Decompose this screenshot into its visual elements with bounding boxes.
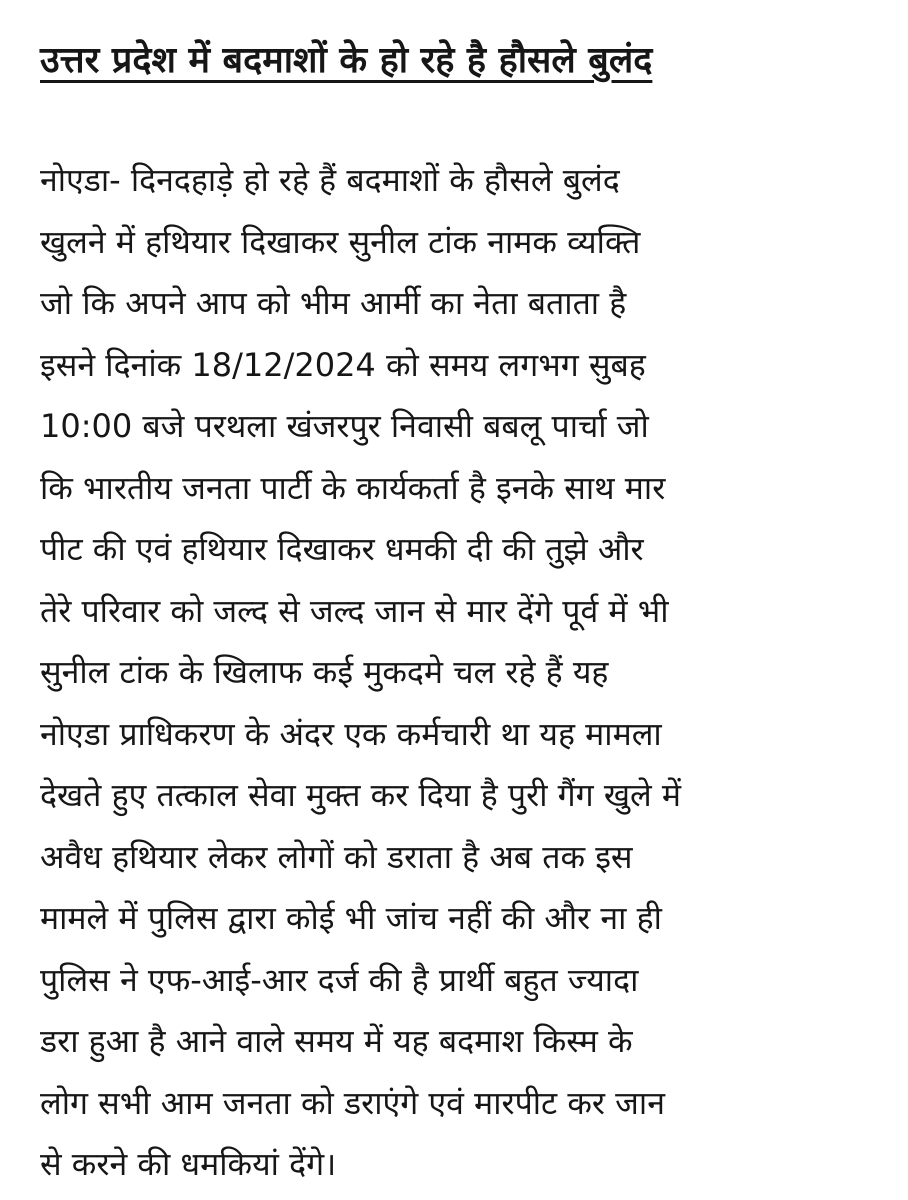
body-line: से करने की धमकियां देंगे।: [40, 1145, 337, 1183]
body-line: डरा हुआ है आने वाले समय में यह बदमाश किस्म के: [40, 1022, 633, 1060]
body-line: कि भारतीय जनता पार्टी के कार्यकर्ता है इनके साथ मार: [40, 468, 666, 507]
article-body: [40, 150, 880, 1196]
body-line: इसने दिनांक 18/12/2024 को समय लगभग सुबह: [40, 345, 646, 384]
body-line: तेरे परिवार को जल्द से जल्द जान से मार देंगे पूर्व में भी: [40, 591, 669, 630]
body-line: पीट की एवं हथियार दिखाकर धमकी दी की तुझे और: [40, 530, 644, 568]
body-line: लोग सभी आम जनता को डराएंगे एवं मारपीट कर जान: [40, 1083, 665, 1122]
body-line: 10:00 बजे परथला खंजरपुर निवासी बबलू पार्चा जो: [40, 407, 649, 445]
body-line: पुलिस ने एफ-आई-आर दर्ज की है प्रार्थी बहुत ज्यादा: [40, 960, 639, 999]
body-line: देखते हुए तत्काल सेवा मुक्त कर दिया है पुरी गैंग खुले में: [40, 776, 682, 814]
body-line: अवैध हथियार लेकर लोगों को डराता है अब तक इस: [40, 837, 633, 876]
body-line: जो कि अपने आप को भीम आर्मी का नेता बताता है: [40, 284, 627, 322]
body-line: सुनील टांक के खिलाफ कई मुकदमे चल रहे हैं यह: [40, 653, 609, 691]
body-line: खुलने में हथियार दिखाकर सुनील टांक नामक व्यक्ति: [40, 222, 641, 261]
headline: उत्तर प्रदेश में बदमाशों के हो रहे है हौसले बुलंद: [40, 40, 653, 81]
body-line: मामले में पुलिस द्वारा कोई भी जांच नहीं की और ना ही: [40, 899, 662, 937]
body-line: नोएडा- दिनदहाड़े हो रहे हैं बदमाशों के हौसले बुलंद: [40, 161, 620, 199]
body-line: नोएडा प्राधिकरण के अंदर एक कर्मचारी था यह मामला: [40, 714, 662, 753]
